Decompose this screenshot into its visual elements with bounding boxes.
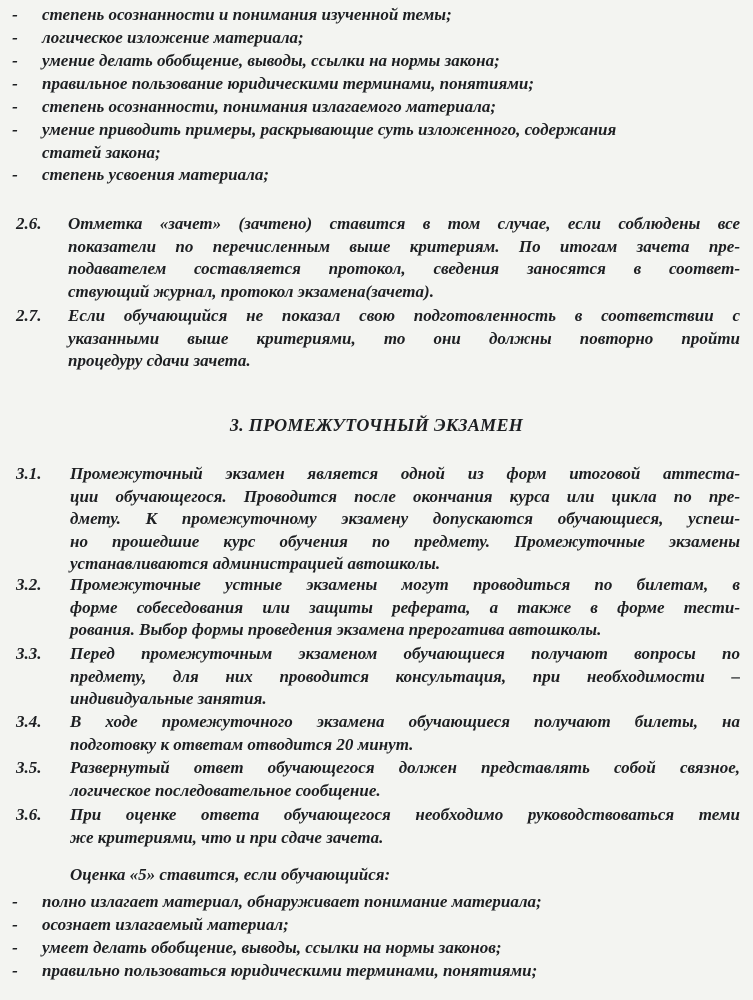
paragraph-line: подготовку к ответам отводится 20 минут. — [70, 734, 414, 754]
bullet-text — [42, 4, 452, 27]
paragraph-body — [68, 305, 740, 373]
paragraph-line: Промежуточный экзамен является одной из форм итоговой аттеста- — [70, 464, 740, 483]
paragraph-line: Промежуточные устные экзамены могут проводиться по билетам, в — [70, 575, 740, 594]
paragraph-line: форме собеседования или защиты реферата, а также в форме тести- — [70, 597, 740, 617]
bullet-text — [42, 119, 616, 164]
paragraph-body — [70, 804, 740, 849]
paragraph-line: но прошедшие курс обучения по предмету. Промежуточные экзамены — [70, 531, 740, 551]
paragraph-line: указанными выше критериями, то они должны повторно пройти — [68, 328, 740, 348]
paragraph-line: подавателем составляется протокол, сведения заносятся в соответ- — [68, 259, 740, 278]
bullet-dash: - — [12, 5, 18, 24]
paragraph-number: 3.3. — [16, 644, 42, 663]
paragraph-body — [70, 463, 740, 576]
bullet-dash: - — [12, 938, 18, 957]
bullet-line: степень осознанности, понимания излагаемого материала; — [42, 97, 496, 116]
paragraph-line: Если обучающийся не показал свою подготовленность в соответствии с — [68, 306, 740, 325]
paragraph-number: 3.2. — [16, 575, 42, 594]
paragraph-body — [70, 757, 740, 802]
paragraph-line: Отметка «зачет» (зачтено) ставится в том случае, если соблюдены все — [68, 214, 740, 233]
paragraph-line: логическое последовательное сообщение. — [70, 780, 381, 800]
paragraph-body — [70, 574, 740, 642]
bullet-line: умение приводить примеры, раскрывающие суть изложенного, содержания — [42, 120, 617, 139]
paragraph-number: 3.5. — [16, 758, 42, 777]
paragraph-line: Перед промежуточным экзаменом обучающиеся получают вопросы по — [70, 644, 740, 663]
paragraph-line: ствующий журнал, протокол экзамена(зачета). — [68, 281, 434, 301]
bullet-text: правильно пользоваться юридическими терминами, понятиями; — [42, 961, 538, 980]
paragraph-line: В ходе промежуточного экзамена обучающиеся получают билеты, на — [70, 712, 740, 731]
paragraph-number: 3.6. — [16, 805, 42, 824]
bullet-line: статей закона; — [42, 142, 161, 162]
paragraph-number: 3.1. — [16, 464, 42, 483]
paragraph-line: же критериями, что и при сдаче зачета. — [70, 827, 384, 847]
bullet-dash: - — [12, 97, 18, 116]
bullet-dash: - — [12, 120, 18, 139]
paragraph-line: При оценке ответа обучающегося необходимо руководствоваться теми — [70, 805, 740, 824]
bullet-dash: - — [12, 892, 18, 911]
paragraph-line: процедуру сдачи зачета. — [68, 351, 251, 370]
bullet-text — [42, 50, 500, 73]
bullet-text — [42, 73, 534, 96]
bullet-dash: - — [12, 915, 18, 934]
bullet-text: умеет делать обобщение, выводы, ссылки на нормы законов; — [42, 938, 502, 957]
bullet-line: степень усвоения материала; — [42, 165, 269, 184]
bullet-dash: - — [12, 74, 18, 93]
bullet-dash: - — [12, 28, 18, 47]
paragraph-line: ции обучающегося. Проводится после окончания курса или цикла по пре- — [70, 486, 740, 506]
paragraph-line: Развернутый ответ обучающегося должен представлять собой связное, — [70, 758, 740, 777]
paragraph-number: 3.4. — [16, 712, 42, 731]
paragraph-line: предмету, для них проводится консультация, при необходимости – — [70, 666, 740, 686]
bullet-text: полно излагает материал, обнаруживает понимание материала; — [42, 892, 542, 911]
paragraph-body — [70, 643, 740, 711]
paragraph-body — [68, 213, 740, 303]
bullet-line: умение делать обобщение, выводы, ссылки на нормы закона; — [42, 51, 500, 70]
bullet-line: степень осознанности и понимания изученной темы; — [42, 5, 452, 24]
bullet-text — [42, 27, 304, 50]
bullet-text: осознает излагаемый материал; — [42, 915, 289, 934]
bullet-text — [42, 96, 496, 119]
paragraph-line: индивидуальные занятия. — [70, 689, 267, 708]
bullet-dash: - — [12, 51, 18, 70]
section-heading: 3. ПРОМЕЖУТОЧНЫЙ ЭКЗАМЕН — [229, 415, 524, 435]
bullet-dash: - — [12, 961, 18, 980]
bullet-dash: - — [12, 165, 18, 184]
paragraph-line: рования. Выбор формы проведения экзамена прерогатива автошколы. — [70, 620, 602, 639]
paragraph-body — [70, 711, 740, 756]
bullet-line: правильное пользование юридическими терминами, понятиями; — [42, 74, 534, 93]
paragraph-line: устанавливаются администрацией автошколы. — [70, 554, 441, 573]
paragraph-number: 2.7. — [16, 306, 42, 325]
paragraph-number: 2.6. — [16, 214, 42, 233]
bullet-line: логическое изложение материала; — [42, 28, 304, 47]
paragraph-line: показатели по перечисленным выше критериям. По итогам зачета пре- — [68, 236, 740, 256]
paragraph-line: дмету. К промежуточному экзамену допускаются обучающиеся, успеш- — [70, 509, 740, 528]
grade-intro: Оценка «5» ставится, если обучающийся: — [70, 865, 391, 884]
bullet-text — [42, 164, 269, 187]
